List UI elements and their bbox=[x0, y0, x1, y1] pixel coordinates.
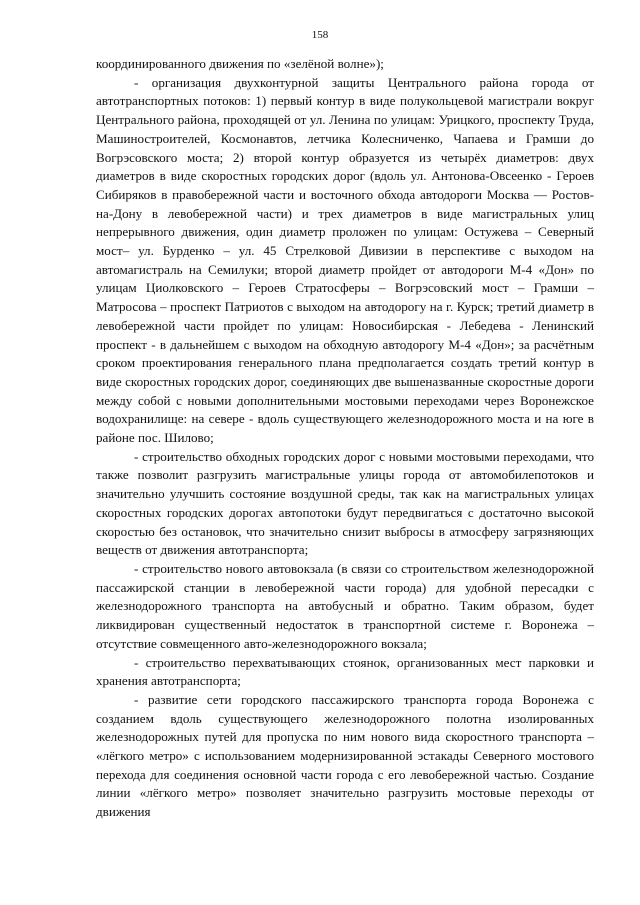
paragraph-light-metro: - развитие сети городского пассажирского транспорта города Воронежа с созданием вдоль существующего железнодорожного полотна изолированных железнодорожных путей для пропуска по ним нового вида скоростного транспорта – «лёгкого метро» с использованием модернизированной эстакады Северного мостового перехода для соединения основной части города с его левобережной частью. Создание линии «лёгкого метро» позволяет значительно разгрузить мостовые переходы от движения bbox=[96, 691, 594, 820]
paragraph-bypass-roads: - строительство обходных городских дорог с новыми мостовыми переходами, что также позволит разгрузить магистральные улицы города от автомобилепотоков и значительно улучшить состояние воздушной среды, так как на магистральных улицах скоростных городских дорогах автопотоки будут передвигаться с достаточно высокой скоростью без остановок, что значительно снизит выбросы в атмосферу загрязняющих веществ от движения автотранспорта; bbox=[96, 448, 594, 558]
paragraph-parking: - строительство перехватывающих стоянок, организованных мест парковки и хранения автотранспорта; bbox=[96, 654, 594, 689]
page-number: 158 bbox=[311, 29, 329, 41]
paragraph-bus-station: - строительство нового автовокзала (в связи со строительством железнодорожной пассажирской станции в левобережной части города) для удобной пересадки с железнодорожного транспорта на автобусный и обратно. Таким образом, будет ликвидирован существенный недостаток в транспортной системе г. Воронежа – отсутствие совмещенного авто-железнодорожного вокзала; bbox=[96, 560, 594, 651]
paragraph-two-contour-protection: - организация двухконтурной защиты Центрального района города от автотранспортных потоков: 1) первый контур в виде полукольцевой магистрали вокруг Центрального района, проходящей от ул. Ленина по улицам: Урицкого, проспекту Труда, Машиностроителей, Космонавтов, летчика Колесниченко, Чапаева и Грамши до Вогрэсовского моста; 2) второй контур образуется из четырёх диаметров: двух диаметров в виде скоростных городских дорог (вдоль ул. Антонова-Овсеенко - Героев Сибиряков в правобережной части и восточного обхода автодороги Москва — Ростов-на-Дону в левобережной части) и трех диаметров в виде магистральных улиц непрерывного движения, один диаметр проложен по улицам: Остужева – Северный мост– ул. Бурденко – ул. 45 Стрелковой Дивизии в перспективе с выходом на автомагистраль на Семилуки; второй диаметр пройдет от автодороги М-4 «Дон» по улицам Циолковского – Героев Стратосферы – Вогрэсовский мост – Грамши – Матросова – проспект Патриотов с выходом на автодорогу на г. Курск; третий диаметр в левобережной части пройдет по улицам: Новосибирская - Лебедева - Ленинский проспект - в дальнейшем с выходом на обходную автодорогу М-4 «Дон»; за расчётным сроком проектирования генерального плана предполагается создать третий контур в виде скоростных городских дорог, соединяющих две вышеназванные скоростные дороги между собой с новыми дополнительными мостовыми переходами через Воронежское водохранилище: на севере - вдоль существующего железнодорожного моста и на юге в районе пос. Шилово; bbox=[96, 74, 594, 446]
document-body bbox=[96, 55, 594, 822]
paragraph-continuation: координированного движения по «зелёной волне»); bbox=[96, 56, 384, 71]
